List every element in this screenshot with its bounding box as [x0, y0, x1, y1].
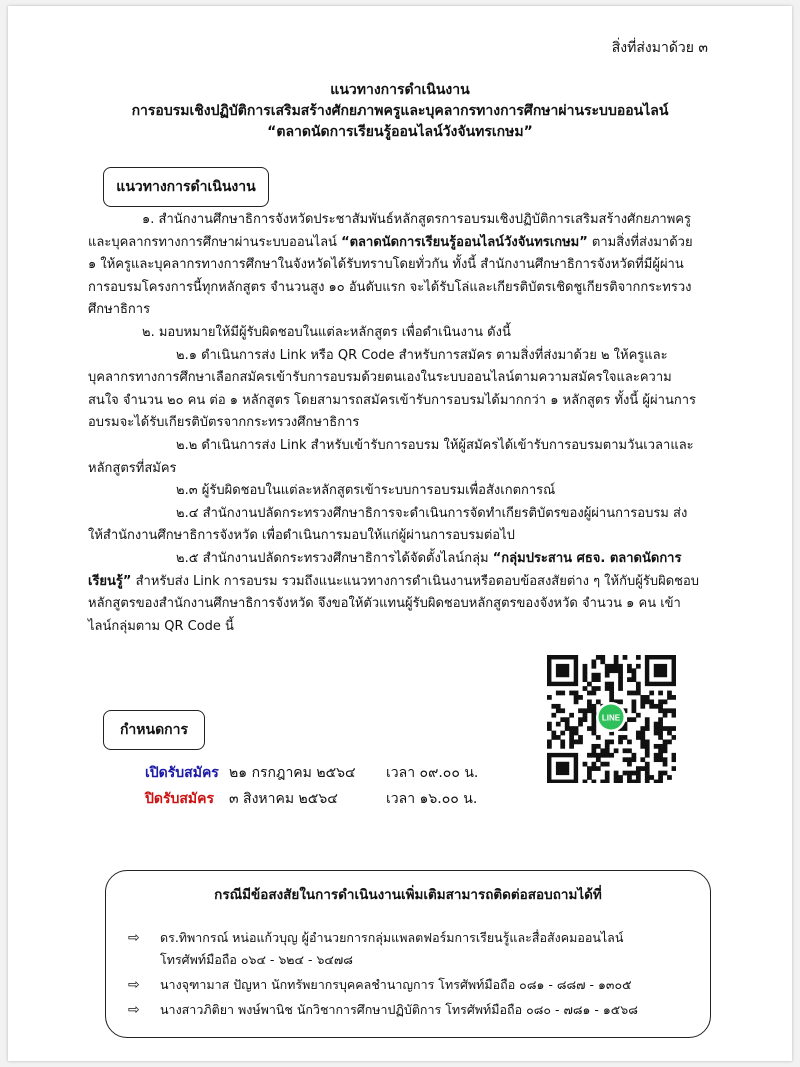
- close-registration-time: เวลา ๑๖.๐๐ น.: [386, 791, 478, 807]
- contact-box: [105, 870, 711, 1038]
- open-registration-row: [145, 760, 478, 786]
- section-heading-schedule-text: กำหนดการ: [119, 722, 189, 738]
- contact-item-1: [128, 927, 693, 970]
- contact-item-3-line-1: นางสาวภิติยา พงษ์พานิช นักวิชาการศึกษาปฏิบัติการ โทรศัพท์มือถือ ๐๘๐ - ๗๘๑ - ๑๕๖๘: [160, 1002, 638, 1017]
- section-heading-schedule: [103, 710, 205, 750]
- contact-item-1-line-2: โทรศัพท์มือถือ ๐๖๔ - ๖๒๔ - ๖๔๗๘: [160, 952, 353, 967]
- close-registration-date: ๓ สิงหาคม ๒๕๖๔: [229, 791, 338, 807]
- arrow-right-icon: ⇨: [128, 977, 140, 993]
- line-group-name-bold: “กลุ่มประสาน ศธจ. ตลาดนัดการเรียนรู้”: [88, 550, 682, 589]
- schedule-dates: [145, 760, 478, 812]
- paragraph-2-1: ๒.๑ ดำเนินการส่ง Link หรือ QR Code สำหรับการสมัคร ตามสิ่งที่ส่งมาด้วย ๒ ให้ครูและบุคลากรทางการศึกษาเลือกสมัครเข้ารับการอบรมด้วยตนเองในระบบออนไลน์ตามความสมัครใจและความสนใจ จำนวน ๒๐ คน ต่อ ๑ หลักสูตร โดยสามารถสมัครเข้ารับการอบรมได้มากกว่า ๑ หลักสูตร ทั้งนี้ ผู้ผ่านการอบรมจะได้รับเกียรติบัตรจากกระทรวงศึกษาธิการ: [88, 347, 696, 431]
- line-group-qr-code[interactable]: [547, 655, 676, 783]
- paragraph-2-5: [88, 548, 700, 638]
- close-registration-row: [145, 786, 478, 812]
- section-heading-guidelines-text: แนวทางการดำเนินงาน: [116, 179, 256, 195]
- header-line-2: การอบรมเชิงปฏิบัติการเสริมสร้างศักยภาพครูและบุคลากรทางการศึกษาผ่านระบบออนไลน์: [131, 103, 669, 119]
- paragraph-2-5-text: ๒.๕ สำนักงานปลัดกระทรวงศึกษาธิการได้จัดตั้งไลน์กลุ่ม: [176, 550, 493, 566]
- open-registration-label: เปิดรับสมัคร: [145, 765, 219, 781]
- line-logo-text: LINE: [601, 713, 621, 723]
- guidelines-body: [88, 209, 700, 638]
- contact-title: กรณีมีข้อสงสัยในการดำเนินงานเพิ่มเติมสามารถติดต่อสอบถามได้ที่: [214, 887, 602, 903]
- paragraph-2-5-text-cont: สำหรับส่ง Link การอบรม รวมถึงแนะแนวทางการดำเนินงานหรือตอบข้อสงสัยต่าง ๆ ให้กับผู้รับผิดชอบหลักสูตรของสำนักงานศึกษาธิการจังหวัด จึงขอให้ตัวแทนผู้รับผิดชอบหลักสูตรของจังหวัด จำนวน ๑ คน เข้าไลน์กลุ่มตาม QR Code นี้: [88, 573, 700, 634]
- paragraph-1: [88, 209, 700, 322]
- arrow-right-icon: ⇨: [128, 930, 140, 946]
- arrow-right-icon: ⇨: [128, 1002, 140, 1018]
- header-line-1: แนวทางการดำเนินงาน: [330, 82, 470, 98]
- paragraph-2: ๒. มอบหมายให้มีผู้รับผิดชอบในแต่ละหลักสูตร เพื่อดำเนินงาน ดังนี้: [142, 324, 511, 340]
- project-name-bold: “ตลาดนัดการเรียนรู้ออนไลน์วังจันทรเกษม”: [341, 234, 588, 250]
- open-registration-date: ๒๑ กรกฎาคม ๒๕๖๔: [229, 765, 356, 781]
- line-logo-icon: [596, 702, 626, 732]
- contact-item-2-line-1: นางจุฑามาส ปัญหา นักทรัพยากรบุคคลชำนาญการ โทรศัพท์มือถือ ๐๘๑ - ๘๘๗ - ๑๓๐๕: [160, 977, 632, 992]
- paragraph-2-4: ๒.๔ สำนักงานปลัดกระทรวงศึกษาธิการจะดำเนินการจัดทำเกียรติบัตรของผู้ผ่านการอบรม ส่งให้สำนักงานศึกษาธิการจังหวัด เพื่อดำเนินการมอบให้แก่ผู้ผ่านการอบรมต่อไป: [88, 505, 688, 544]
- section-heading-guidelines: [103, 167, 269, 207]
- attachment-label: สิ่งที่ส่งมาด้วย ๓: [611, 40, 708, 56]
- contact-item-3: [128, 999, 693, 1021]
- paragraph-1-text: ๑. สำนักงานศึกษาธิการจังหวัดประชาสัมพันธ์หลักสูตรการอบรมเชิงปฏิบัติการเสริมสร้างศักยภาพครูและบุคลากรทางการศึกษาผ่านระบบออนไลน์: [88, 212, 691, 250]
- paragraph-2-3: ๒.๓ ผู้รับผิดชอบในแต่ละหลักสูตรเข้าระบบการอบรมเพื่อสังเกตการณ์: [176, 483, 556, 499]
- contact-item-2: [128, 974, 693, 996]
- document-header: [0, 80, 800, 143]
- contact-item-1-line-1: ดร.ทิพากรณ์ หน่อแก้วบุญ ผู้อำนวยการกลุ่มแพลตฟอร์มการเรียนรู้และสื่อสังคมออนไลน์: [160, 930, 624, 945]
- close-registration-label: ปิดรับสมัคร: [145, 791, 215, 807]
- open-registration-time: เวลา ๐๙.๐๐ น.: [386, 765, 479, 781]
- header-line-3: “ตลาดนัดการเรียนรู้ออนไลน์วังจันทรเกษม”: [267, 124, 533, 140]
- paragraph-1-text-cont: ตามสิ่งที่ส่งมาด้วย ๑ ให้ครูและบุคลากรทางการศึกษาในจังหวัดได้รับทราบโดยทั่วกัน ทั้งนี้ สำนักงานศึกษาธิการจังหวัดที่มีผู้ผ่านการอบรมโครงการนี้ทุกหลักสูตร จำนวนสูง ๑๐ อันดับแรก จะได้รับโล่และเกียรติบัตรเชิดชูเกียรติจากกระทรวงศึกษาธิการ: [88, 234, 693, 318]
- qr-code-graphic: [547, 655, 676, 783]
- paragraph-2-2: ๒.๒ ดำเนินการส่ง Link สำหรับเข้ารับการอบรม ให้ผู้สมัครได้เข้ารับการอบรมตามวันเวลาและหลักสูตรที่สมัคร: [88, 437, 694, 476]
